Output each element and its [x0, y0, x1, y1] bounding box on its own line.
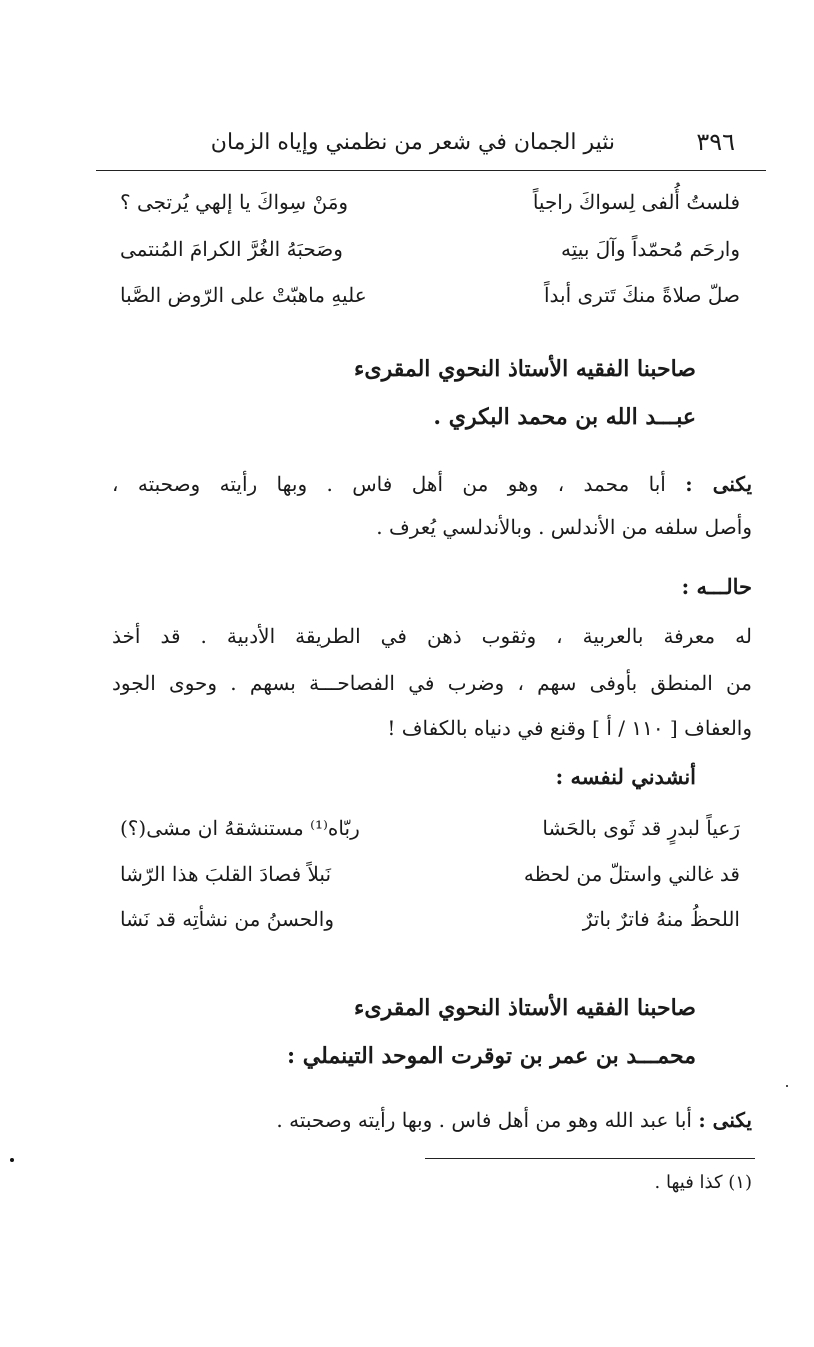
hemistich-first: صلّ صلاةً منكَ تَترى أبداً: [543, 283, 740, 307]
hal-label: حالـــه :: [681, 574, 752, 599]
hemistich-second: نَبلاً فصادَ القلبَ هذا الرّشا: [120, 862, 332, 886]
verse-row: [120, 862, 740, 898]
kunya-text: أبا محمد ، وهو من أهل فاس . وبها رأيته وصحبته ،: [112, 472, 666, 496]
prose-line: [112, 472, 752, 496]
kunya-label: يكنى :: [685, 472, 753, 496]
scan-speck: [10, 1158, 14, 1162]
kunya-text: أبا عبد الله وهو من أهل فاس . وبها رأيته وصحبته .: [276, 1108, 692, 1132]
hemistich-first: اللحظُ منهُ فاترٌ باترٌ: [582, 907, 740, 931]
verse-row: [120, 283, 740, 319]
recited-label: أنشدني لنفسه :: [555, 764, 696, 789]
hemistich-first: رَعياً لبدرٍ قد ثَوى بالحَشا: [542, 816, 740, 840]
hemistich-second: ربّاه⁽¹⁾ مستنشقهُ ان مشى(؟): [120, 816, 360, 840]
verse-row: [120, 816, 740, 852]
prose-line: وأصل سلفه من الأندلس . وبالأندلسي يُعرف .: [376, 515, 752, 539]
hemistich-second: والحسنُ من نشأتِه قد نَشا: [120, 907, 335, 931]
biography-name: عبـــد الله بن محمد البكري .: [433, 404, 696, 430]
page-header: [95, 128, 765, 168]
hemistich-second: وصَحبَهُ الغُرَّ الكرامَ المُنتمى: [120, 237, 343, 261]
hemistich-first: قد غالني واستلّ من لحظه: [523, 862, 740, 886]
hemistich-second: ومَنْ سِواكَ يا إلهي يُرتجى ؟: [120, 190, 349, 214]
verse-row: [120, 237, 740, 273]
verse-row: [120, 190, 740, 226]
prose-line: له معرفة بالعربية ، وثقوب ذهن في الطريقة الأدبية . قد أخذ: [112, 624, 752, 648]
hemistich-second: عليهِ ماهبّتْ على الرّوض الصَّبا: [120, 283, 367, 307]
section-heading: صاحبنا الفقيه الأستاذ النحوي المقرىء: [354, 356, 696, 382]
biography-name: محمـــد بن عمر بن توقرت الموحد التينملي :: [286, 1043, 696, 1069]
verse-row: [120, 907, 740, 943]
prose-line: من المنطق بأوفى سهم ، وضرب في الفصاحـــة بسهم . وحوى الجود: [112, 671, 752, 695]
scan-speck: [786, 1085, 788, 1087]
footnote-rule: [425, 1158, 755, 1159]
hemistich-first: وارحَم مُحمّداً وآلَ بيتِه: [561, 237, 740, 261]
prose-line: والعفاف [ ١١٠ / أ ] وقنع في دنياه بالكفاف !: [387, 716, 752, 740]
prose-line: [112, 1108, 752, 1132]
section-heading: صاحبنا الفقيه الأستاذ النحوي المقرىء: [354, 995, 696, 1021]
hemistich-first: فلستُ أُلفى لِسواكَ راجياً: [532, 190, 740, 214]
kunya-label: يكنى :: [698, 1108, 752, 1132]
footnote: (١) كذا فيها .: [654, 1172, 752, 1193]
header-rule: [96, 170, 766, 171]
page-number: ٣٩٦: [696, 128, 735, 156]
running-title: نثير الجمان في شعر من نظمني وإياه الزمان: [210, 130, 615, 155]
